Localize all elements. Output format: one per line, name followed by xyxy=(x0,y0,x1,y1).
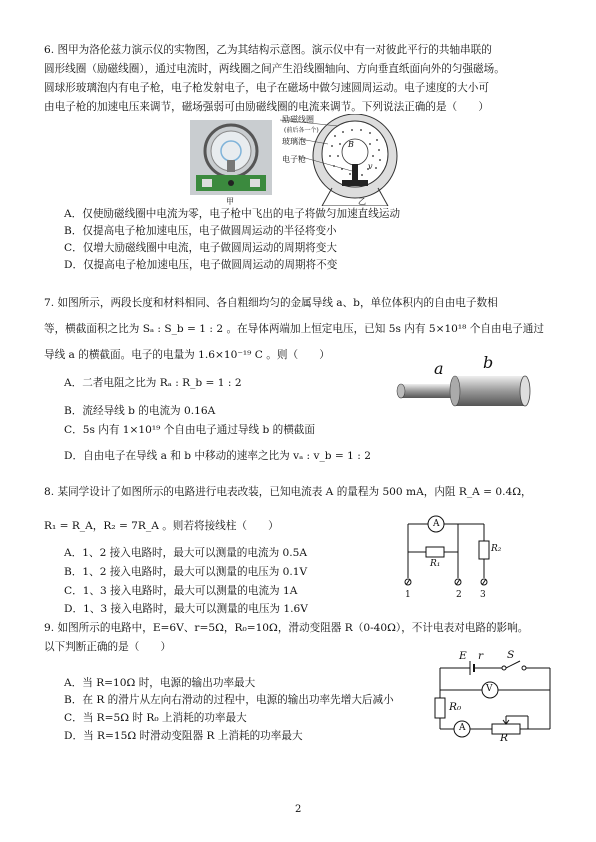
q8-option-a: A．1、2 接入电路时，最大可以测量的电流为 0.5A xyxy=(64,547,308,559)
q9-option-c: C．当 R=5Ω 时 R₀ 上消耗的功率最大 xyxy=(64,712,247,724)
q9-label-r0: R₀ xyxy=(449,701,462,713)
q6-label-b: B xyxy=(348,140,354,149)
q7-label-b: b xyxy=(483,353,494,372)
q9-option-d: D．当 R=15Ω 时滑动变阻器 R 上消耗的功率最大 xyxy=(64,730,303,742)
q6-label-coil: 励磁线圈 xyxy=(282,115,314,124)
q6-figure-jia-caption: 甲 xyxy=(226,197,234,206)
q9-label-r-internal: r xyxy=(478,650,484,662)
q8-terminal-2: 2 xyxy=(456,590,462,600)
page-number: 2 xyxy=(295,804,302,815)
q6-option-c: C．仅增大励磁线圈中电流，电子做圆周运动的周期将变大 xyxy=(64,242,337,254)
q7-conductor-figure xyxy=(395,353,535,414)
q8-stem-line-2: R₁ = R_A，R₂ = 7R_A 。则若将接线柱（ ） xyxy=(44,520,279,532)
q8-circuit-diagram xyxy=(398,508,502,604)
q6-label-gun: 电子枪 xyxy=(282,155,306,164)
q9-option-b: B．在 R 的滑片从左向右滑动的过程中，电源的输出功率先增大后减小 xyxy=(64,694,394,706)
q8-stem-line-1: 8. 某同学设计了如图所示的电路进行电表改装，已知电流表 A 的量程为 500 mA，内阻 R_A = 0.4Ω， xyxy=(44,486,532,498)
q7-stem-line-2: 等，横截面积之比为 Sₐ : S_b = 1 : 2 。在导体两端加上恒定电压，已知 5s 内有 5×10¹⁸ 个自由电子通过 xyxy=(44,323,544,335)
q9-voltmeter-label: V xyxy=(486,684,493,694)
q9-ammeter-label: A xyxy=(459,723,466,733)
q8-option-b: B．1、2 接入电路时，最大可以测量的电压为 0.1V xyxy=(64,566,308,578)
q7-stem-line-3: 导线 a 的横截面。电子的电量为 1.6×10⁻¹⁹ C 。则（ ） xyxy=(44,349,330,361)
q7-option-a: A．二者电阻之比为 Rₐ : R_b = 1 : 2 xyxy=(64,377,242,389)
q6-option-d: D．仅提高电子枪加速电压，电子做圆周运动的周期将不变 xyxy=(64,259,338,271)
q6-label-v: v xyxy=(368,162,373,171)
q7-option-d: D．自由电子在导线 a 和 b 中移动的速率之比为 vₐ : v_b = 1 : 2 xyxy=(64,450,371,462)
q9-circuit-diagram xyxy=(432,646,558,744)
q9-stem-line-1: 9. 如图所示的电路中，E=6V、r=5Ω，R₀=10Ω，滑动变阻器 R（0-40Ω），不计电表对电路的影响。 xyxy=(44,622,529,634)
q8-ammeter-label: A xyxy=(433,519,440,529)
q6-figure-yi-caption: 乙 xyxy=(358,197,366,206)
q9-label-switch: S xyxy=(507,649,515,661)
q9-label-rheostat: R xyxy=(500,732,508,744)
q6-stem-line-3: 圆球形玻璃泡内有电子枪，电子枪发射电子，电子在磁场中做匀速圆周运动。电子速度的大小可 xyxy=(44,82,489,94)
q7-label-a: a xyxy=(434,359,444,378)
q8-option-c: C．1、3 接入电路时，最大可以测量的电流为 1A xyxy=(64,585,298,597)
q8-terminal-1: 1 xyxy=(405,590,411,600)
q8-label-r2: R₂ xyxy=(491,544,502,554)
q8-terminal-3: 3 xyxy=(480,590,486,600)
q6-stem-line-1: 6. 图甲为洛伦兹力演示仪的实物图，乙为其结构示意图。演示仪中有一对彼此平行的共轴串联的 xyxy=(44,44,492,56)
q6-stem-line-4: 由电子枪的加速电压来调节，磁场强弱可由励磁线圈的电流来调节。下列说法正确的是（ ） xyxy=(44,101,489,113)
q6-figure-jia-photo xyxy=(190,120,272,195)
q9-stem-line-2: 以下判断正确的是（ ） xyxy=(44,641,172,653)
q8-label-r1: R₁ xyxy=(430,559,441,569)
q7-stem-line-1: 7. 如图所示，两段长度和材料相同、各自粗细均匀的金属导线 a、b，单位体积内的自由电子数相 xyxy=(44,297,498,309)
q6-label-bulb: 玻璃泡 xyxy=(282,137,306,146)
q6-option-b: B．仅提高电子枪加速电压，电子做圆周运动的半径将变小 xyxy=(64,225,337,237)
q6-label-coil-note: (前后各一个) xyxy=(284,127,319,134)
q9-option-a: A．当 R=10Ω 时，电源的输出功率最大 xyxy=(64,677,256,689)
q7-option-c: C．5s 内有 1×10¹⁹ 个自由电子通过导线 b 的横截面 xyxy=(64,424,315,436)
q8-option-d: D．1、3 接入电路时，最大可以测量的电压为 1.6V xyxy=(64,603,308,615)
q6-option-a: A．仅使励磁线圈中电流为零，电子枪中飞出的电子将做匀加速直线运动 xyxy=(64,208,401,220)
q6-stem-line-2: 圆形线圈（励磁线圈），通过电流时，两线圈之间产生沿线圈轴向、方向垂直纸面向外的匀强磁场。 xyxy=(44,63,505,75)
q9-label-e: E xyxy=(459,650,467,662)
q7-option-b: B．流经导线 b 的电流为 0.16A xyxy=(64,405,216,417)
